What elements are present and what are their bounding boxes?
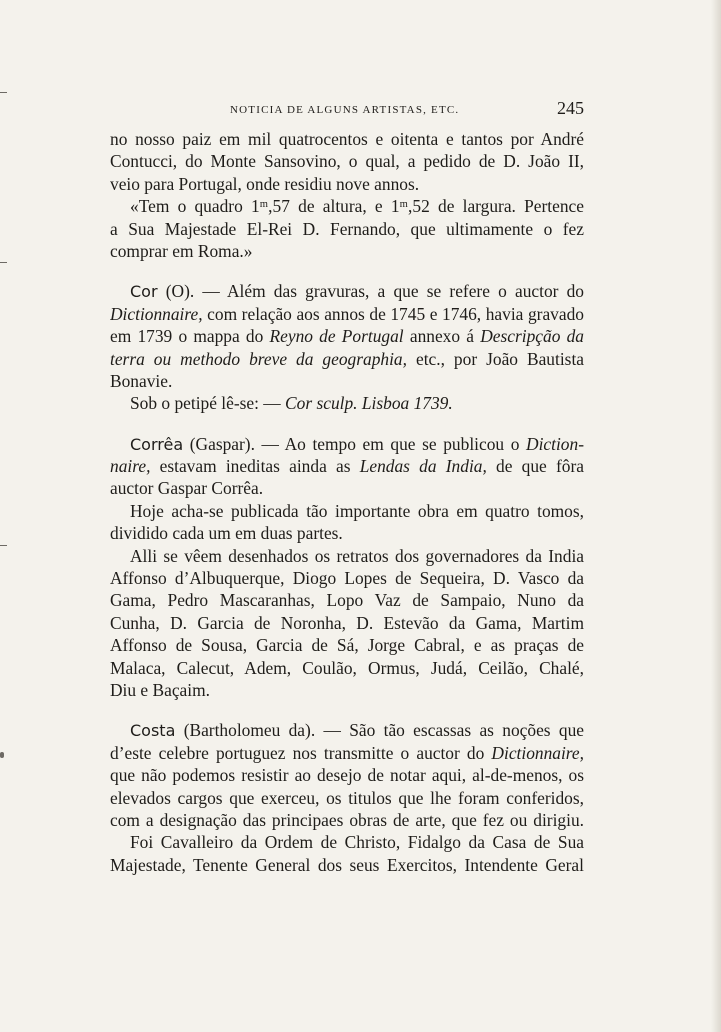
entry-correa-line: Corrêa (Gaspar). — Ao tempo em que se publicou o Diction- bbox=[130, 433, 584, 454]
text-line: Dictionnaire, com relação aos annos de 1745 e 1746, havia gravado bbox=[110, 303, 584, 324]
text-line: naire, estavam ineditas ainda as Lendas da India, de que fôra bbox=[110, 456, 584, 477]
paragraph-gap bbox=[110, 415, 584, 433]
text-line: no nosso paiz em mil quatrocentos e oitenta e tantos por André bbox=[110, 129, 584, 149]
text-line: Affonso d’Albuquerque, Diogo Lopes de Sequeira, D. Vasco da bbox=[110, 568, 584, 589]
paragraph-gap bbox=[110, 701, 584, 719]
entry-heading-correa: Corrêa bbox=[130, 434, 184, 454]
text-line: Malaca, Calecut, Adem, Coulão, Ormus, Judá, Ceilão, Chalé, bbox=[110, 657, 584, 678]
text-line: Diu e Baçaim. bbox=[110, 679, 210, 700]
page-edge-shadow bbox=[711, 0, 721, 1032]
text-line: Bonavie. bbox=[110, 370, 173, 391]
text-line: elevados cargos que exerceu, os titulos que lhe foram conferidos, bbox=[110, 787, 584, 808]
text-line: que não podemos resistir ao desejo de notar aqui, al-de-menos, os bbox=[110, 765, 584, 786]
entry-cor-line: Cor (O). — Além das gravuras, a que se refere o auctor do bbox=[130, 281, 584, 302]
text-line: com a designação das principaes obras de arte, que fez ou dirigiu. bbox=[110, 809, 584, 830]
text-line: a Sua Majestade El-Rei D. Fernando, que ultimamente o fez bbox=[110, 218, 584, 239]
text-line: Foi Cavalleiro da Ordem de Christo, Fidalgo da Casa de Sua bbox=[130, 832, 584, 853]
entry-heading-costa: Costa bbox=[130, 721, 176, 741]
paragraph-gap bbox=[110, 262, 584, 280]
text-line: d’este celebre portuguez nos transmitte o auctor do Dictionnaire, bbox=[110, 742, 584, 763]
text-line: Cunha, D. Garcia de Noronha, D. Estevão da Gama, Martim bbox=[110, 612, 584, 633]
text-line: Alli se vêem desenhados os retratos dos governadores da India bbox=[130, 545, 584, 566]
scan-edge-mark bbox=[0, 545, 7, 546]
body-text bbox=[110, 128, 584, 876]
text-line: terra ou methodo breve da geographia, etc., por João Bautista bbox=[110, 348, 584, 369]
text-line: «Tem o quadro 1ᵐ,57 de altura, e 1ᵐ,52 de largura. Pertence bbox=[130, 196, 584, 217]
text-line: Majestade, Tenente General dos seus Exercitos, Intendente Geral bbox=[110, 854, 584, 875]
text-line: Sob o petipé lê-se: — Cor sculp. Lisboa 1739. bbox=[130, 393, 453, 414]
page-number: 245 bbox=[557, 98, 584, 118]
text-line: Gama, Pedro Mascaranhas, Lopo Vaz de Sampaio, Nuno da bbox=[110, 590, 584, 611]
text-line: auctor Gaspar Corrêa. bbox=[110, 478, 264, 499]
scan-edge-mark bbox=[0, 262, 7, 263]
text-line: em 1739 o mappa do Reyno de Portugal annexo á Descripção da bbox=[110, 326, 584, 347]
entry-costa-line: Costa (Bartholomeu da). — São tão escassas as noções que bbox=[130, 720, 584, 741]
entry-heading-cor: Cor bbox=[130, 282, 158, 302]
text-line: veio para Portugal, onde residiu nove annos. bbox=[110, 173, 420, 194]
scan-edge-mark bbox=[0, 92, 7, 93]
page-header bbox=[110, 98, 584, 122]
text-line: comprar em Roma.» bbox=[110, 240, 253, 261]
running-head: NOTICIA DE ALGUNS ARTISTAS, ETC. bbox=[230, 104, 460, 116]
text-line: Hoje acha-se publicada tão importante obra em quatro tomos, bbox=[130, 500, 584, 521]
text-line: dividido cada um em duas partes. bbox=[110, 523, 343, 544]
scan-edge-mark bbox=[0, 752, 4, 758]
text-line: Affonso de Sousa, Garcia de Sá, Jorge Cabral, e as praças de bbox=[110, 635, 584, 656]
text-line: Contucci, do Monte Sansovino, o qual, a pedido de D. João II, bbox=[110, 151, 584, 172]
